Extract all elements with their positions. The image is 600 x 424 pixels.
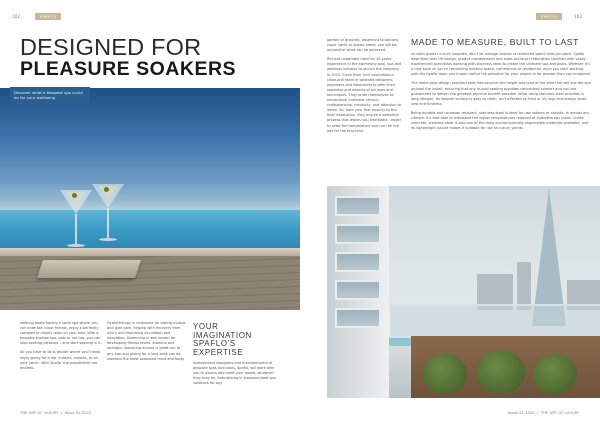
pool-cocktail-photo xyxy=(0,88,300,310)
headline-line2: PLEASURE SOAKERS xyxy=(20,58,237,80)
body-column-right xyxy=(411,52,591,135)
footer-brand: THE ART OF LUXURY xyxy=(540,410,580,415)
balcony-spa-photo xyxy=(327,186,600,398)
pool-water xyxy=(0,210,300,250)
apartment-facade xyxy=(327,186,389,398)
body-column-1 xyxy=(20,321,102,375)
paragraph: Richard Lewandon used his 16 years' experience in the swimming pool, spa and wellness industry to launch the company in 2019. Since then, he's assembled a close-knit team of talented designers, engineers and fabricators to offer their expertise and experts of art eyes and techniques. They pride themselves on exceptional customer service, craftsmanship, creativity, and attention to detail. So, from your first enquiry to the final installation, they ensure a seamless process that leaves you energised – eager to seize the temperature and turn on the jets for the first time. xyxy=(327,57,402,133)
serving-tray xyxy=(37,260,141,278)
photo-caption: Discover what a bespoke spa could do for your wellbeing xyxy=(10,87,90,104)
body-column-2 xyxy=(107,321,187,366)
headline-line1: DESIGNED FOR xyxy=(20,34,202,60)
paragraph: The meticulous design process takes into account the height and load of the area that will sue the spa on/pool the install, ensuring that any in-pool seating provides convenient comfort and you are guaranteed to deliver the greatest physical benefit possible. What using stainless steel provides is long lifespan; its smooth surface is easy to clean, isn't affected by frost or UV rays and always looks new and timeless. xyxy=(411,81,591,106)
paragraph: Nothing beats having a swim spa where you can entertain close friends, enjoy a perfectly compact or simply relax on your own. With a bespoke shallow spa, pool or hot tub, you can stop seeking pleasure – and start soaking in it. xyxy=(20,321,102,346)
section-heading: MADE TO MEASURE, BUILT TO LAST xyxy=(411,37,579,47)
paragraph: Independent designers and manufacturers of bespoke spas and pools, Spaflo, will work with you to assess and meet your needs, whatever they may be. Specializing in stainless steel spa solutions for any xyxy=(193,361,276,386)
right-page xyxy=(300,0,600,424)
page-number: 103 xyxy=(574,14,582,19)
right-footer: Issue 51 2022 | THE ART OF LUXURY xyxy=(508,410,580,415)
topiary-shrub xyxy=(477,350,525,394)
paragraph: garden or grounds, basement to balcony, super yacht or sports arena, you will be amazed at what can be achieved. xyxy=(327,38,400,53)
paragraph: All you have to do is decide where you'll most enjoy going for a dip. Indoors, outside, or on your yacht. With Spaflo, the possibilities are endless. xyxy=(20,350,101,370)
paragraph: Hydrotherapy is renowned for easing muscle and joint pain, helping with recovery from injury and improving circulation and relaxation. Swimming is well known for developing fitness levels, stamina and strength. Splashing around is great fun at any age and giving for a long soak can do wonders the most seasoned mind and body. xyxy=(107,321,186,361)
section-tag: SPAFLO xyxy=(536,13,562,20)
body-column-top xyxy=(327,38,403,138)
subheading-imagination: YOUR IMAGINATION SPAFLO'S EXPERTISE xyxy=(193,322,252,357)
pool-edge xyxy=(0,248,300,256)
olive-right xyxy=(104,187,109,192)
page-number: 102 xyxy=(12,14,20,19)
olive-left xyxy=(72,193,77,198)
city-building xyxy=(517,262,531,310)
left-footer: THE ART OF LUXURY | Issue 51 2022 xyxy=(20,410,92,415)
topiary-shrub xyxy=(423,354,467,394)
topiary-shrub xyxy=(533,354,577,394)
footer-issue: Issue 51 2022 xyxy=(508,410,535,415)
paragraph: As each project is truly bespoke, don't let storage shapes or restricted space hold you back. Spaflo have their own UK design, project management and state-of-the-art fabrication facilities with vastly experienced specialists working with stainless steel to create the ultimate spa and pools. Whether it's a new build or you're converting existing space, commercial or residential, once you start working with the Spaflo team you'll soon realise the potential for your project is far greater than you imagined. xyxy=(411,52,591,77)
section-tag: SPAFLO xyxy=(35,13,61,20)
footer-brand: THE ART OF LUXURY xyxy=(20,410,59,415)
paragraph: Being durable and corrosion-resistant, stainless steel is ideal for use indoors or outside, in almost any climate. It's also able to withstand the higher temperatures required of hydrotherapy pools. Unlike concrete, stainless steel is also one of the most environmentally responsible materials available, and its lightweight nature makes it suitable for use on luxury yachts. xyxy=(411,110,590,131)
footer-issue: Issue 51 2022 xyxy=(64,410,92,415)
sea-horizon xyxy=(0,198,300,210)
body-column-3 xyxy=(193,361,277,390)
